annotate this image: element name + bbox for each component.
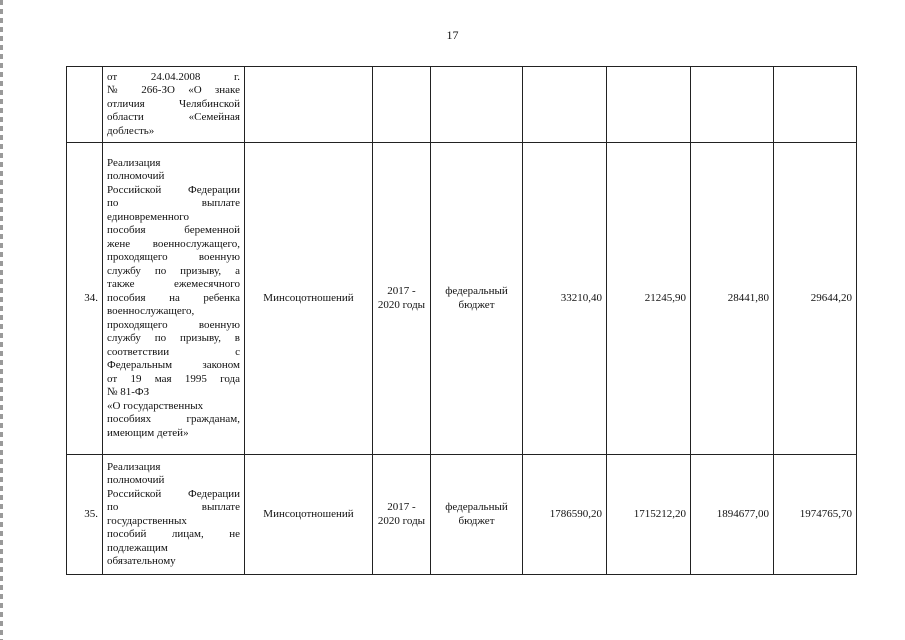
amount-cell	[523, 67, 607, 143]
description-line: по выплате	[107, 197, 240, 210]
scan-left-edge	[0, 0, 3, 640]
program-table	[66, 66, 857, 575]
table-row	[67, 455, 857, 575]
funding-source-cell: федеральный бюджет	[431, 143, 523, 455]
measure-description	[103, 455, 245, 575]
description-line: от 19 мая 1995 года	[107, 372, 240, 385]
description-line: пособия на ребенка	[107, 291, 240, 304]
period-cell: 2017 - 2020 годы	[373, 455, 431, 575]
amount-cell	[774, 67, 857, 143]
table-row	[67, 143, 857, 455]
measure-description	[103, 143, 245, 455]
period-cell: 2017 - 2020 годы	[373, 143, 431, 455]
description-line: службу по призыву, в	[107, 332, 240, 345]
amount-cell: 29644,20	[774, 143, 857, 455]
amount-cell	[607, 67, 691, 143]
period-cell	[373, 67, 431, 143]
description-line: военнослужащего,	[107, 305, 195, 318]
description-line: соответствии с	[107, 345, 240, 358]
measure-description	[103, 67, 245, 143]
amount-cell	[691, 67, 774, 143]
amount-cell: 1894677,00	[691, 455, 774, 575]
row-number	[67, 67, 103, 143]
page-number: 17	[446, 28, 459, 42]
description-line: отличия Челябинской	[107, 97, 240, 110]
description-line: Федеральным законом	[107, 359, 240, 372]
description-line: имеющим детей»	[107, 426, 189, 439]
description-line: «О государственных	[107, 399, 204, 412]
amount-cell: 33210,40	[523, 143, 607, 455]
description-line: по выплате	[107, 501, 240, 513]
funding-source-cell	[431, 67, 523, 143]
executor-cell: Минсоцотношений	[245, 143, 373, 455]
funding-source-cell: федеральный бюджет	[431, 455, 523, 575]
amount-cell: 1974765,70	[774, 455, 857, 575]
executor-cell: Минсоцотношений	[245, 455, 373, 575]
description-line: подлежащим	[107, 541, 168, 554]
description-line: полномочий	[107, 474, 165, 486]
amount-cell: 1786590,20	[523, 455, 607, 575]
executor-cell	[245, 67, 373, 143]
description-line: доблесть»	[107, 124, 155, 137]
description-line: области «Семейная	[107, 111, 240, 124]
description-line: проходящего военную	[107, 318, 240, 331]
amount-cell: 1715212,20	[607, 455, 691, 575]
description-line: пособий лицам, не	[107, 528, 240, 540]
description-line: Российской Федерации	[107, 183, 240, 196]
description-line: единовременного	[107, 210, 190, 223]
description-line: Российской Федерации	[107, 487, 240, 500]
description-line: Реализация	[107, 460, 161, 473]
description-line: обязательному	[107, 555, 176, 567]
description-line: № 81-ФЗ	[107, 386, 150, 399]
table-row	[67, 67, 857, 143]
description-line: пособиях гражданам,	[107, 413, 240, 426]
description-line: государственных	[107, 514, 187, 527]
row-number: 35.	[67, 455, 103, 575]
description-line: полномочий	[107, 170, 165, 183]
description-line: Реализация	[107, 156, 161, 169]
description-line: службу по призыву, а	[107, 264, 240, 277]
description-line: от 24.04.2008 г.	[107, 70, 240, 83]
row-number: 34.	[67, 143, 103, 455]
description-line: жене военнослужащего,	[107, 237, 240, 250]
amount-cell: 28441,80	[691, 143, 774, 455]
description-line: № 266-ЗО «О знаке	[107, 84, 240, 97]
description-line: проходящего военную	[107, 251, 240, 264]
amount-cell: 21245,90	[607, 143, 691, 455]
description-line: пособия беременной	[107, 224, 240, 237]
description-line: также ежемесячного	[107, 278, 240, 291]
